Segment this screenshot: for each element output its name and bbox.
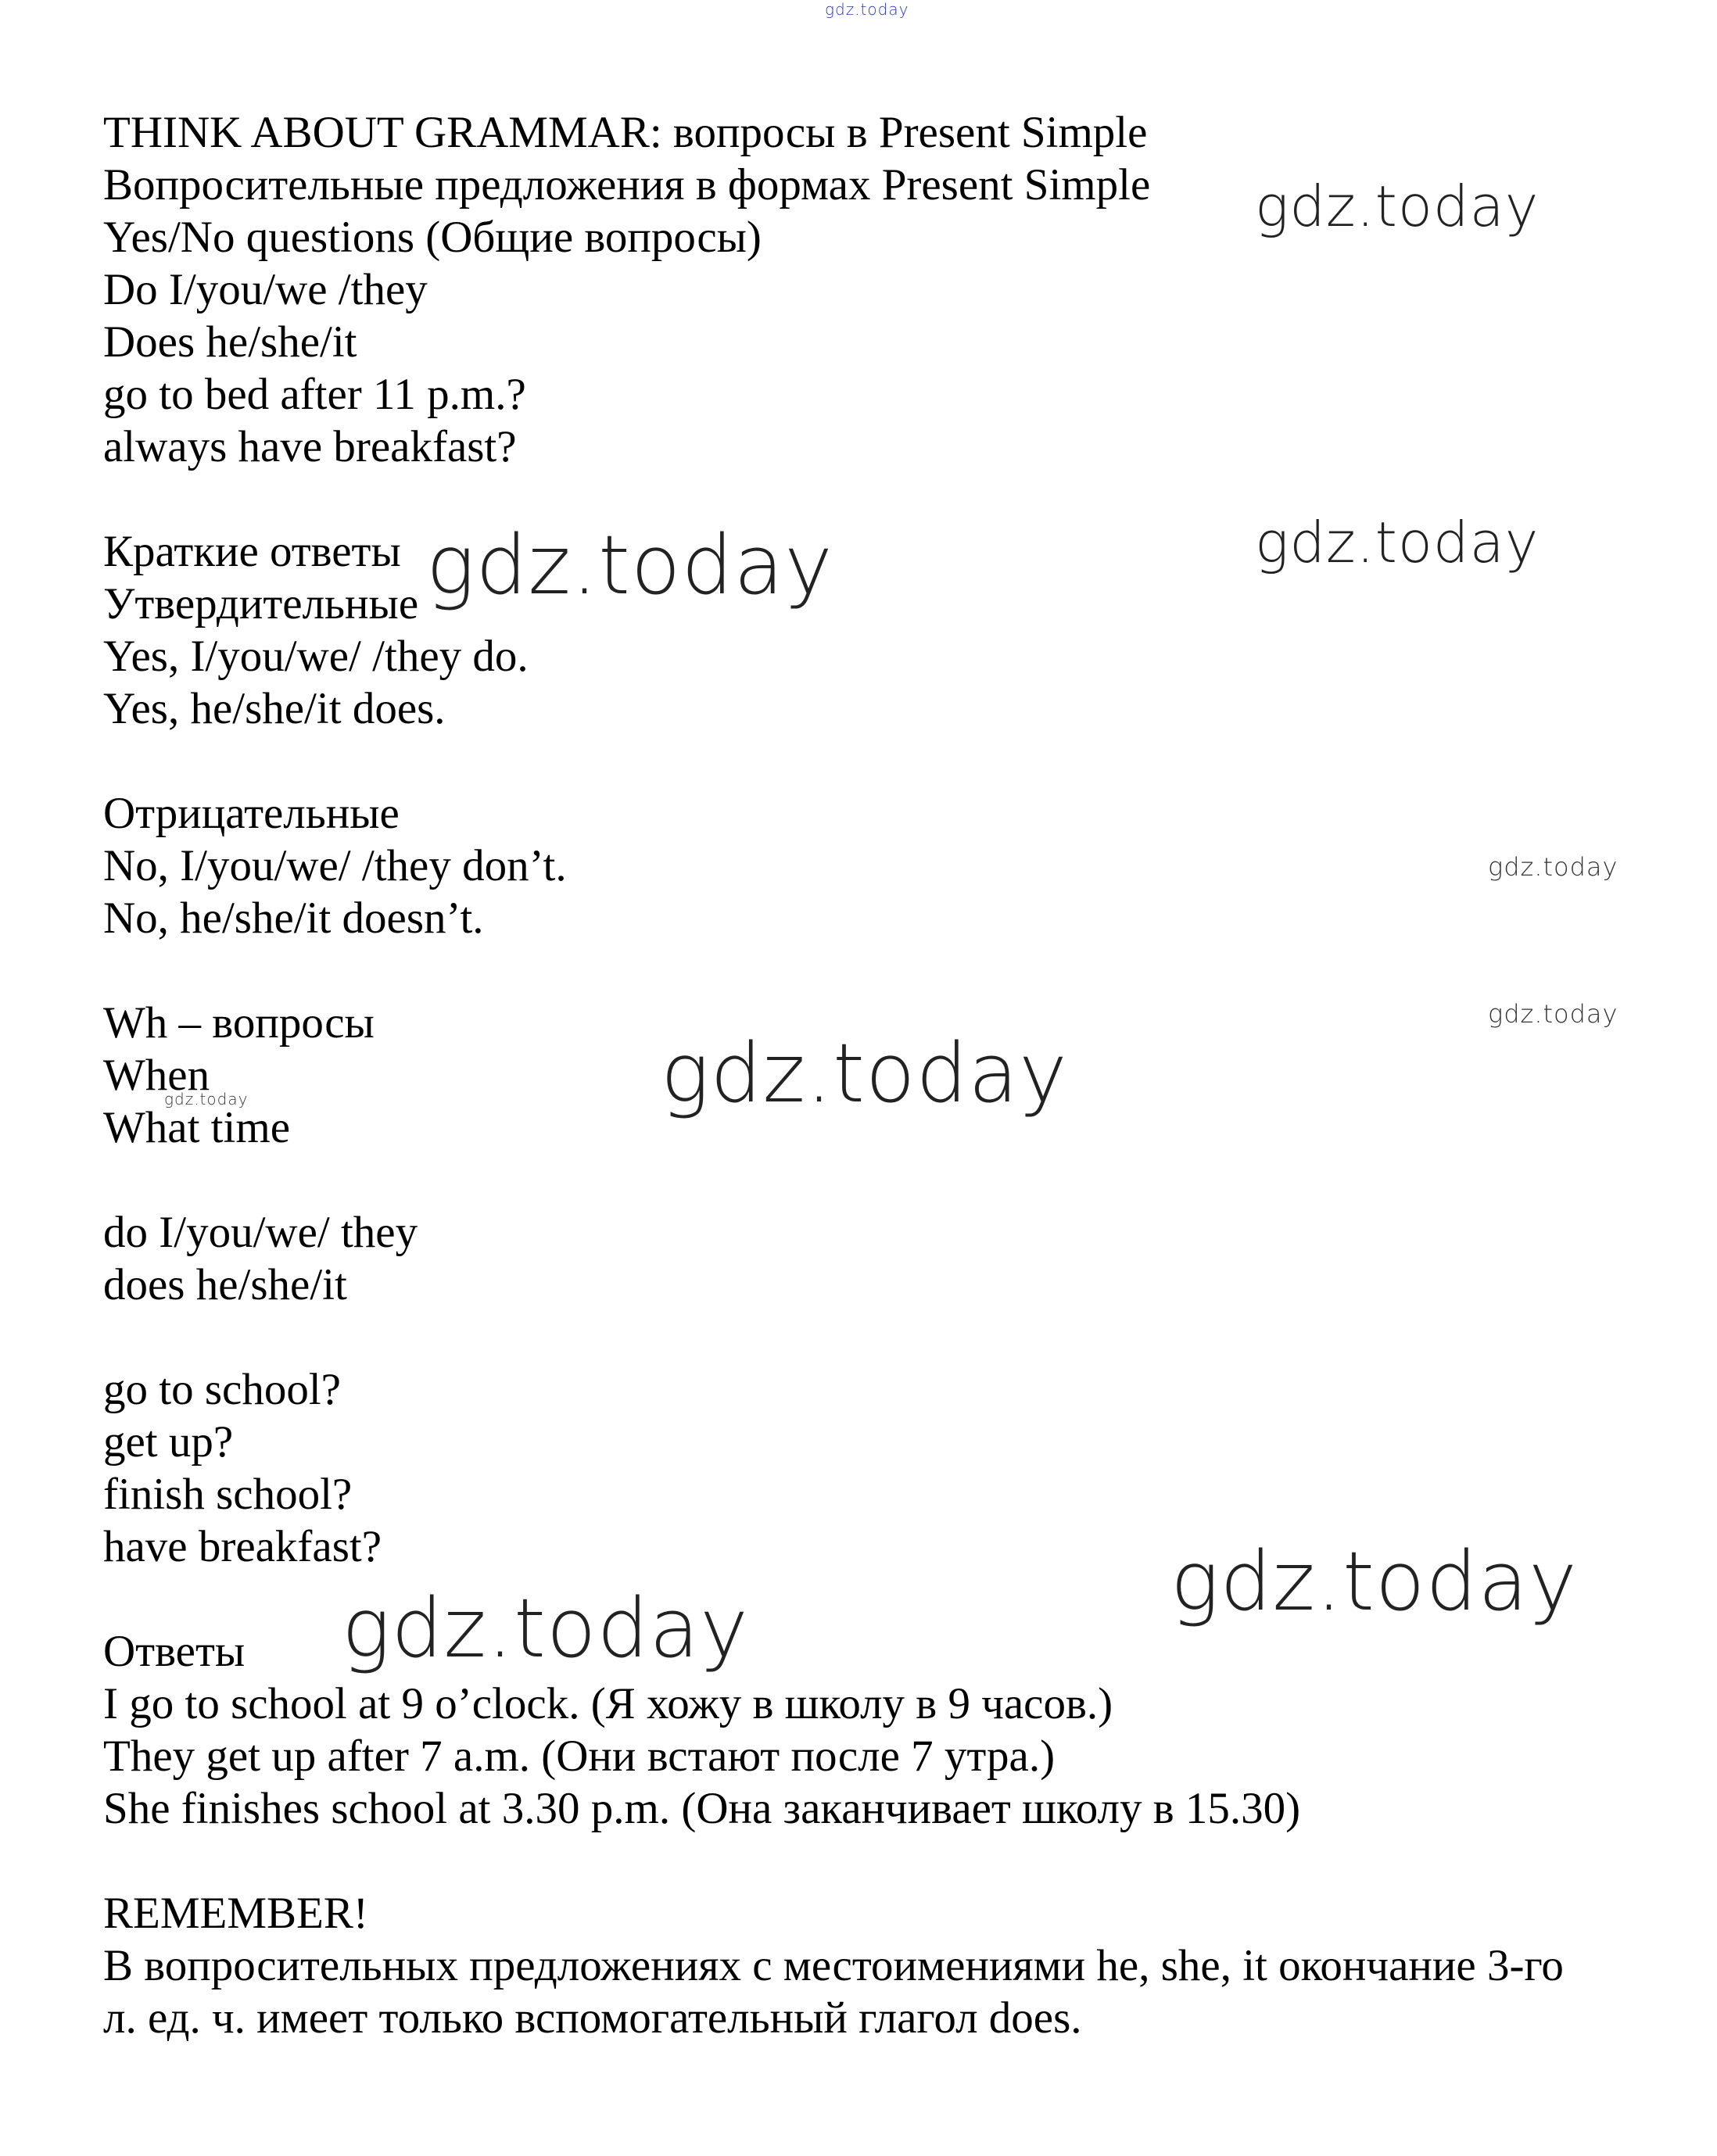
text-line: go to school?	[103, 1365, 341, 1414]
text-line: go to bed after 11 p.m.?	[103, 370, 526, 419]
subheading: Вопросительные предложения в формах Present Simple	[103, 160, 1151, 210]
text-line: do I/you/we/ they	[103, 1208, 418, 1257]
section-title-wh-questions: Wh – вопросы	[103, 998, 375, 1048]
text-line: finish school?	[103, 1470, 353, 1519]
text-line: I go to school at 9 o’clock. (Я хожу в школу в 9 часов.)	[103, 1679, 1113, 1728]
section-title-yes-no: Yes/No questions (Общие вопросы)	[103, 213, 762, 262]
text-line: always have breakfast?	[103, 422, 517, 471]
text-line: does he/she/it	[103, 1260, 347, 1309]
text-line: get up?	[103, 1417, 234, 1467]
text-line: She finishes school at 3.30 p.m. (Она заканчивает школу в 15.30)	[103, 1784, 1301, 1833]
text-line: Yes, he/she/it does.	[103, 684, 446, 733]
watermark: gdz.today	[342, 1581, 749, 1676]
heading-think-about-grammar: THINK ABOUT GRAMMAR: вопросы в Present Simple	[103, 108, 1148, 157]
text-line: Yes, I/you/we/ /they do.	[103, 632, 529, 681]
text-line: В вопросительных предложениях с местоимениями he, she, it окончание 3-го	[103, 1941, 1564, 1990]
text-line: Does he/she/it	[103, 317, 357, 367]
watermark: gdz.today	[661, 1026, 1068, 1121]
text-line: have breakfast?	[103, 1522, 382, 1571]
text-line: They get up after 7 a.m. (Они встают после 7 утра.)	[103, 1732, 1056, 1781]
text-line: Утвердительные	[103, 579, 419, 629]
section-title-remember: REMEMBER!	[103, 1889, 368, 1938]
text-line: When	[103, 1051, 210, 1100]
watermark: gdz.today	[1255, 510, 1540, 575]
watermark: gdz.today	[1488, 999, 1618, 1029]
watermark: gdz.today	[1255, 174, 1540, 239]
section-title-answers: Ответы	[103, 1627, 246, 1676]
watermark: gdz.today	[164, 1090, 249, 1108]
watermark: gdz.today	[1488, 852, 1618, 882]
text-line: No, I/you/we/ /they don’t.	[103, 841, 567, 890]
text-line: No, he/she/it doesn’t.	[103, 894, 484, 943]
text-line: Do I/you/we /they	[103, 265, 428, 314]
text-line: л. ед. ч. имеет только вспомогательный глагол does.	[103, 1993, 1082, 2043]
watermark: gdz.today	[1170, 1534, 1578, 1629]
text-line: Отрицательные	[103, 789, 400, 838]
watermark: gdz.today	[426, 518, 833, 613]
watermark-top: gdz.today	[825, 0, 909, 19]
section-title-short-answers: Краткие ответы	[103, 527, 401, 576]
text-line: What time	[103, 1103, 290, 1152]
